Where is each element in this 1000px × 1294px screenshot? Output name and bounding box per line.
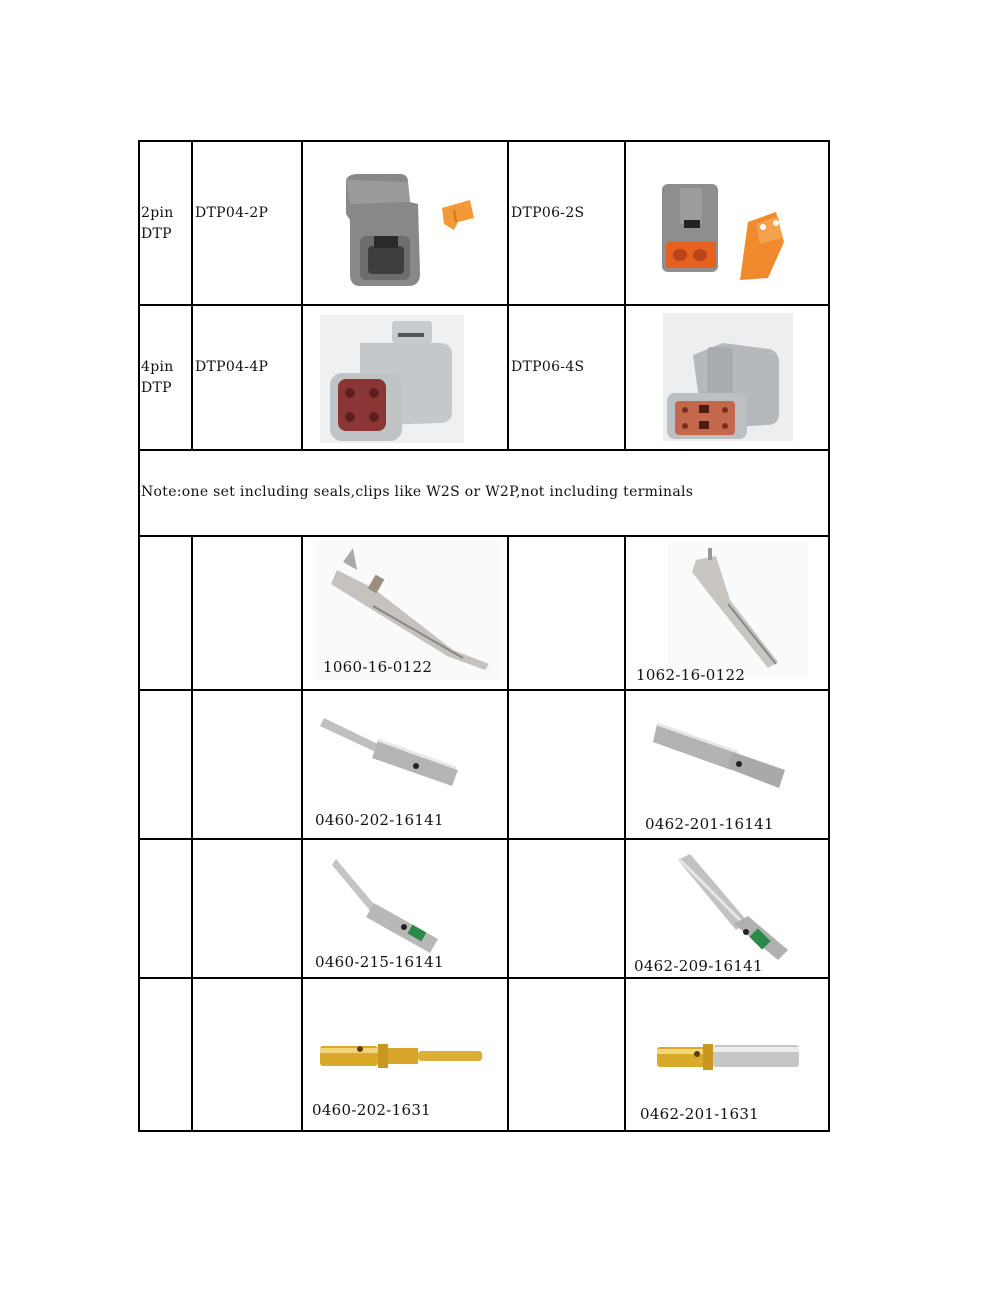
parts-table [138,140,830,1132]
pin-count-label [141,203,174,245]
pin-count-label [141,357,174,399]
plug-part-number: DTP04-2P [195,205,269,221]
col-divider [507,535,509,1132]
label-line: DTP [141,380,172,396]
plug-part-number: DTP04-4P [195,359,269,375]
terminal-photo-1062-16-0122 [668,542,808,677]
row-divider [138,689,830,691]
terminal-photo-0462-209-16141 [670,852,790,962]
row-divider [138,1130,830,1132]
label-line: 2pin [141,205,174,221]
terminal-part-number: 1060-16-0122 [323,658,433,676]
note-text: Note:one set including seals,clips like W2S or W2P,not including terminals [141,484,694,500]
terminal-photo-0460-202-1631 [318,1040,488,1074]
terminal-part-number: 1062-16-0122 [636,666,746,684]
row-divider [138,977,830,979]
terminal-part-number: 0460-202-16141 [315,811,444,829]
terminal-photo-0462-201-1631 [655,1040,805,1074]
col-divider [624,140,626,450]
terminal-part-number: 0460-202-1631 [312,1101,432,1119]
terminal-part-number: 0460-215-16141 [315,953,444,971]
row-divider [138,535,830,537]
terminal-part-number: 0462-201-1631 [640,1105,760,1123]
receptacle-part-number: DTP06-2S [511,205,585,221]
plug-photo-dtp04-2p [338,174,498,294]
label-line: 4pin [141,359,174,375]
row-divider [138,449,830,451]
row-divider [138,140,830,142]
terminal-photo-0460-215-16141 [330,855,450,955]
terminal-part-number: 0462-201-16141 [645,815,774,833]
terminal-photo-0460-202-16141 [318,708,468,788]
terminal-part-number: 0462-209-16141 [634,957,763,975]
col-divider [828,140,830,1132]
receptacle-part-number: DTP06-4S [511,359,585,375]
col-divider [191,535,193,1132]
col-divider [191,140,193,450]
col-divider [624,535,626,1132]
col-divider [301,140,303,450]
plug-photo-dtp04-4p [320,315,464,443]
receptacle-photo-dtp06-2s [658,182,818,292]
row-divider [138,304,830,306]
col-divider [301,535,303,1132]
receptacle-photo-dtp06-4s [663,313,793,441]
label-line: DTP [141,226,172,242]
terminal-photo-0462-201-16141 [653,718,793,798]
col-divider [138,140,140,1132]
row-divider [138,838,830,840]
col-divider [507,140,509,450]
